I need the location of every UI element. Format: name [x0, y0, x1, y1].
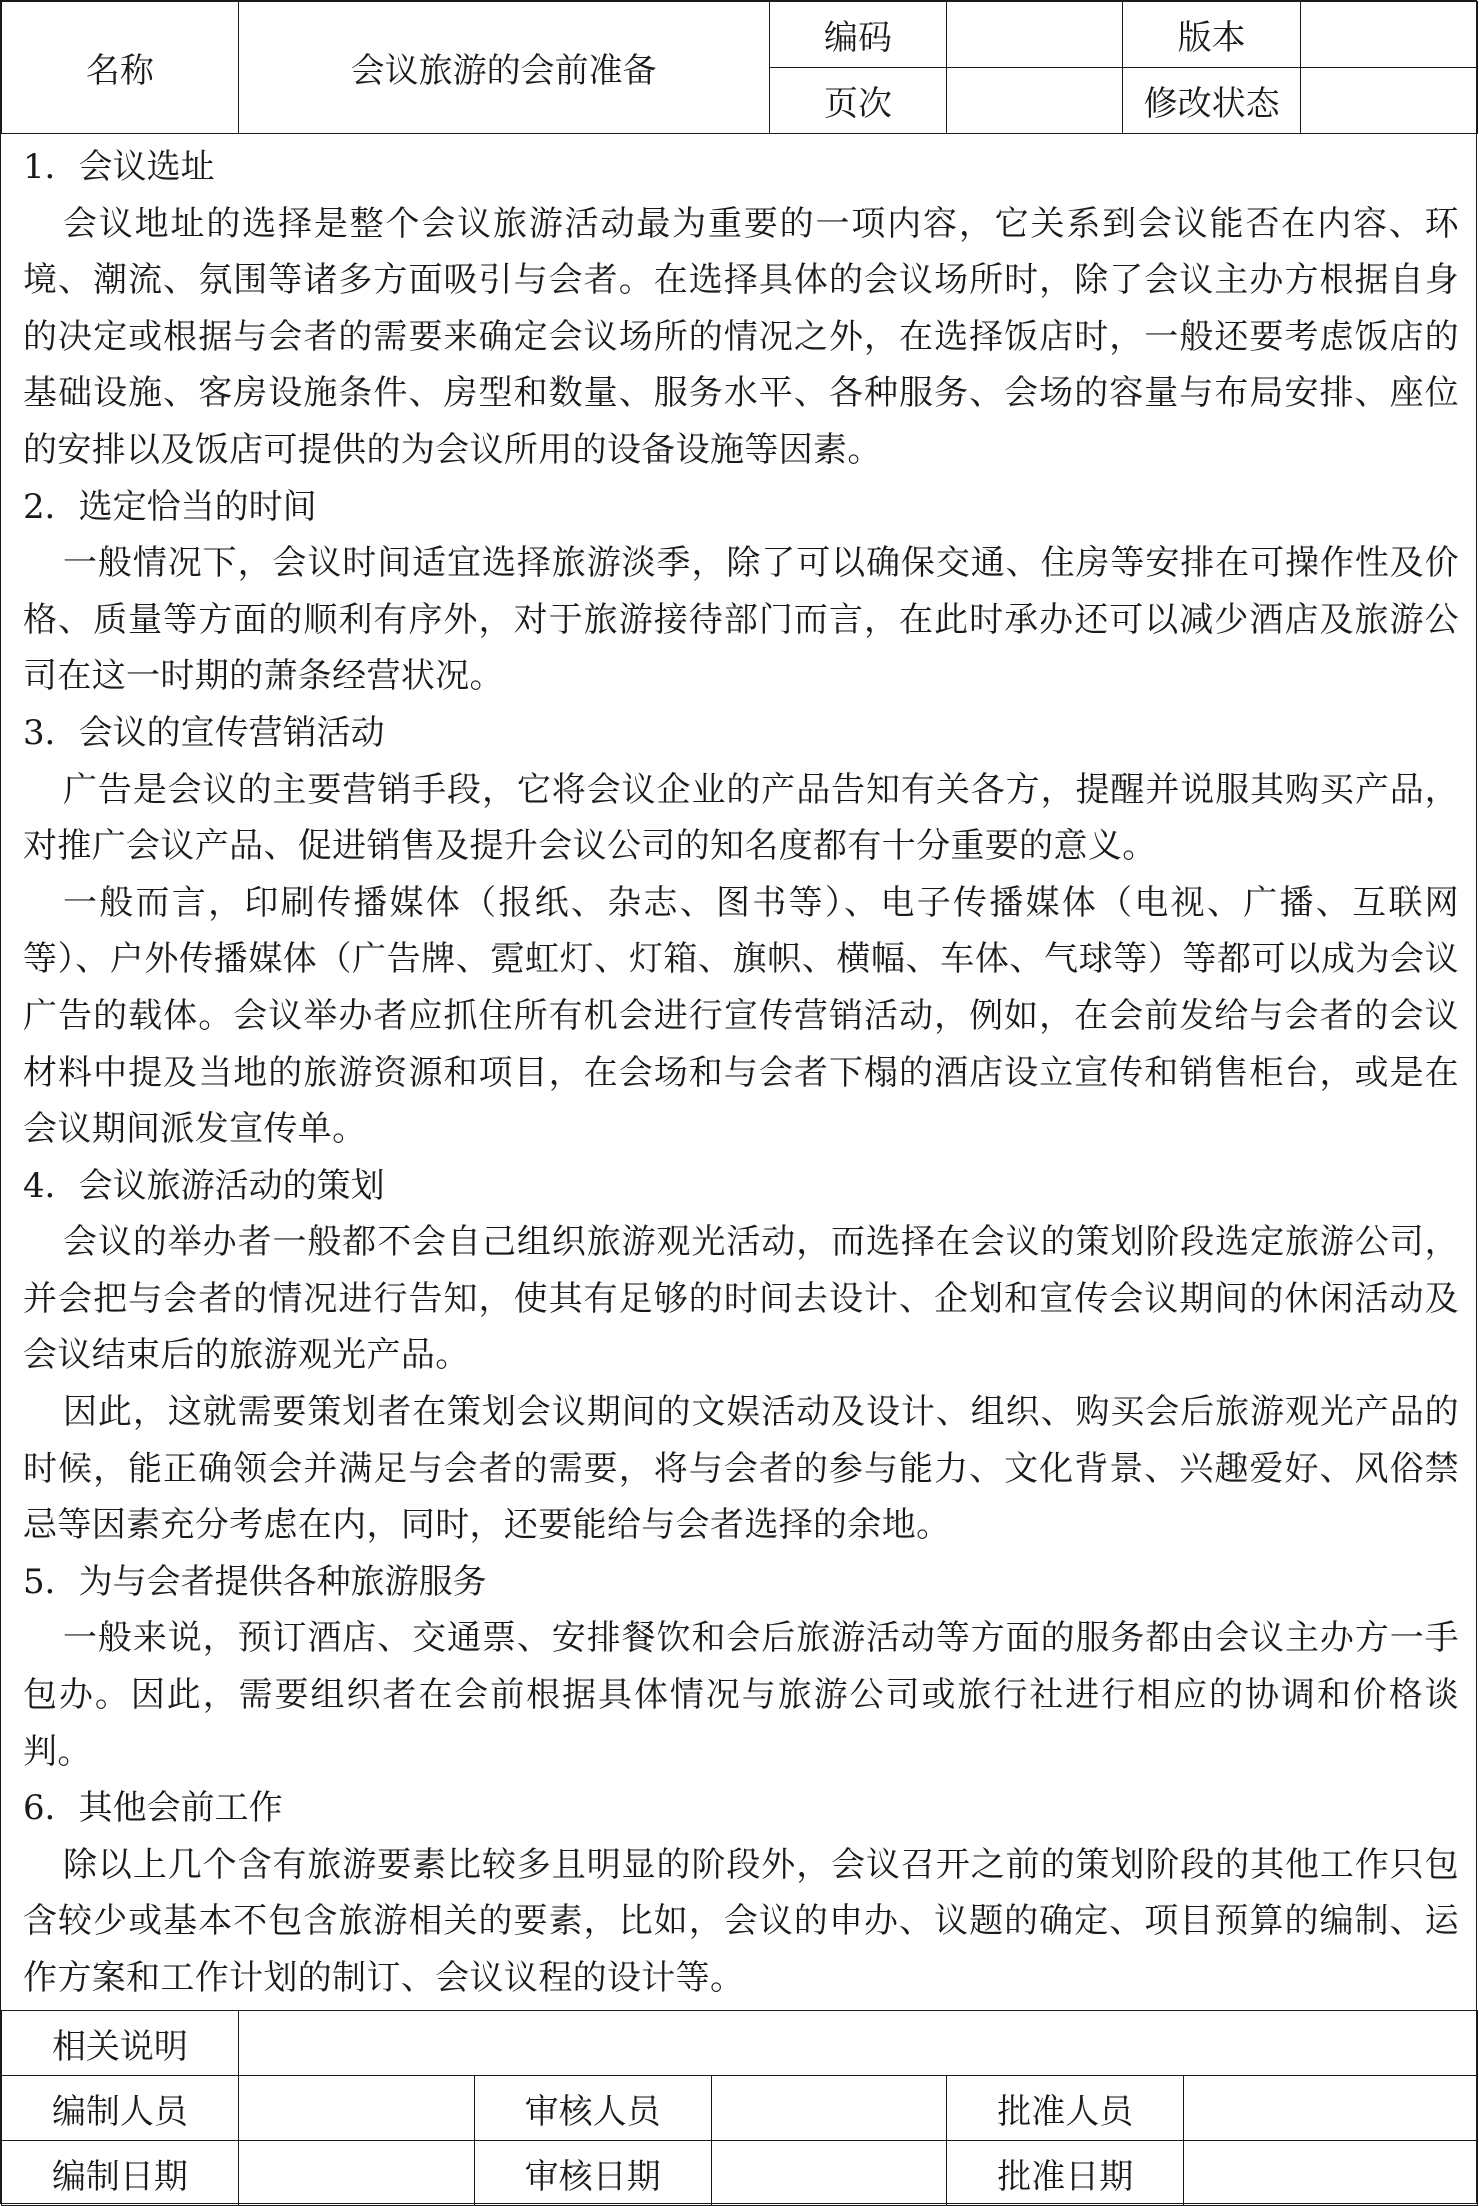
- name-label: 名称: [2, 2, 239, 134]
- section-paragraph: 会议地址的选择是整个会议旅游活动最为重要的一项内容，它关系到会议能否在内容、环境、潮流、氛围等诸多方面吸引与会者。在选择具体的会议场所时，除了会议主办方根据自身的决定或根据与会者的需要来确定会议场所的情况之外，在选择饭店时，一般还要考虑饭店的基础设施、客房设施条件、房型和数量、服务水平、各种服务、会场的容量与布局安排、座位的安排以及饭店可提供的为会议所用的设备设施等因素。: [23, 203, 1459, 470]
- prepared-by-label: 编制人员: [2, 2076, 239, 2141]
- prepared-by-value: [238, 2076, 474, 2141]
- footer-table: [1, 2010, 1478, 2206]
- section-heading: 1．会议选址: [23, 147, 215, 187]
- document-body: [23, 139, 1459, 2007]
- reviewed-date-label: 审核日期: [474, 2141, 711, 2206]
- revision-label: 修改状态: [1123, 68, 1301, 134]
- code-value: [947, 2, 1123, 68]
- section-paragraph: 因此，这就需要策划者在策划会议期间的文娱活动及设计、组织、购买会后旅游观光产品的时候，能正确领会并满足与会者的需要，将与会者的参与能力、文化背景、兴趣爱好、风俗禁忌等因素充分考虑在内，同时，还要能给与会者选择的余地。: [23, 1392, 1459, 1546]
- section-paragraph: 一般而言，印刷传播媒体（报纸、杂志、图书等）、电子传播媒体（电视、广播、互联网等）、户外传播媒体（广告牌、霓虹灯、灯箱、旗帜、横幅、车体、气球等）等都可以成为会议广告的载体。会议举办者应抓住所有机会进行宣传营销活动，例如，在会前发给与会者的会议材料中提及当地的旅游资源和项目，在会场和与会者下榻的酒店设立宣传和销售柜台，或是在会议期间派发宣传单。: [23, 882, 1459, 1150]
- reviewed-by-label: 审核人员: [474, 2076, 711, 2141]
- section-paragraph: 会议的举办者一般都不会自己组织旅游观光活动，而选择在会议的策划阶段选定旅游公司，并会把与会者的情况进行告知，使其有足够的时间去设计、企划和宣传会议期间的休闲活动及会议结束后的旅游观光产品。: [23, 1222, 1459, 1376]
- code-label: 编码: [769, 2, 947, 68]
- reviewed-date-value: [711, 2141, 947, 2206]
- approved-date-label: 批准日期: [947, 2141, 1184, 2206]
- notes-value: [238, 2011, 1477, 2076]
- prepared-date-label: 编制日期: [2, 2141, 239, 2206]
- reviewed-by-value: [711, 2076, 947, 2141]
- section-heading: 4．会议旅游活动的策划: [23, 1165, 385, 1206]
- approved-date-value: [1184, 2141, 1478, 2206]
- document-title: 会议旅游的会前准备: [238, 2, 769, 134]
- section-heading: 6．其他会前工作: [23, 1788, 283, 1829]
- header-table: [1, 1, 1478, 134]
- section-paragraph: 一般来说，预订酒店、交通票、安排餐饮和会后旅游活动等方面的服务都由会议主办方一手包办。因此，需要组织者在会前根据具体情况与旅游公司或旅行社进行相应的协调和价格谈判。: [23, 1618, 1459, 1772]
- version-label: 版本: [1123, 2, 1301, 68]
- version-value: [1301, 2, 1478, 68]
- prepared-date-value: [238, 2141, 474, 2206]
- section-paragraph: 广告是会议的主要营销手段，它将会议企业的产品告知有关各方，提醒并说服其购买产品，对推广会议产品、促进销售及提升会议公司的知名度都有十分重要的意义。: [23, 769, 1459, 867]
- page-value: [947, 68, 1123, 134]
- notes-label: 相关说明: [2, 2011, 239, 2076]
- section-heading: 3．会议的宣传营销活动: [23, 712, 385, 753]
- revision-value: [1301, 68, 1478, 134]
- section-heading: 5．为与会者提供各种旅游服务: [23, 1561, 487, 1602]
- page-label: 页次: [769, 68, 947, 134]
- section-paragraph: 一般情况下，会议时间适宜选择旅游淡季，除了可以确保交通、住房等安排在可操作性及价格、质量等方面的顺利有序外，对于旅游接待部门而言，在此时承办还可以减少酒店及旅游公司在这一时期的萧条经营状况。: [23, 543, 1459, 697]
- approved-by-value: [1184, 2076, 1478, 2141]
- section-paragraph: 除以上几个含有旅游要素比较多且明显的阶段外，会议召开之前的策划阶段的其他工作只包含较少或基本不包含旅游相关的要素，比如，会议的申办、议题的确定、项目预算的编制、运作方案和工作计划的制订、会议议程的设计等。: [23, 1844, 1459, 1998]
- approved-by-label: 批准人员: [947, 2076, 1184, 2141]
- section-heading: 2．选定恰当的时间: [23, 486, 317, 527]
